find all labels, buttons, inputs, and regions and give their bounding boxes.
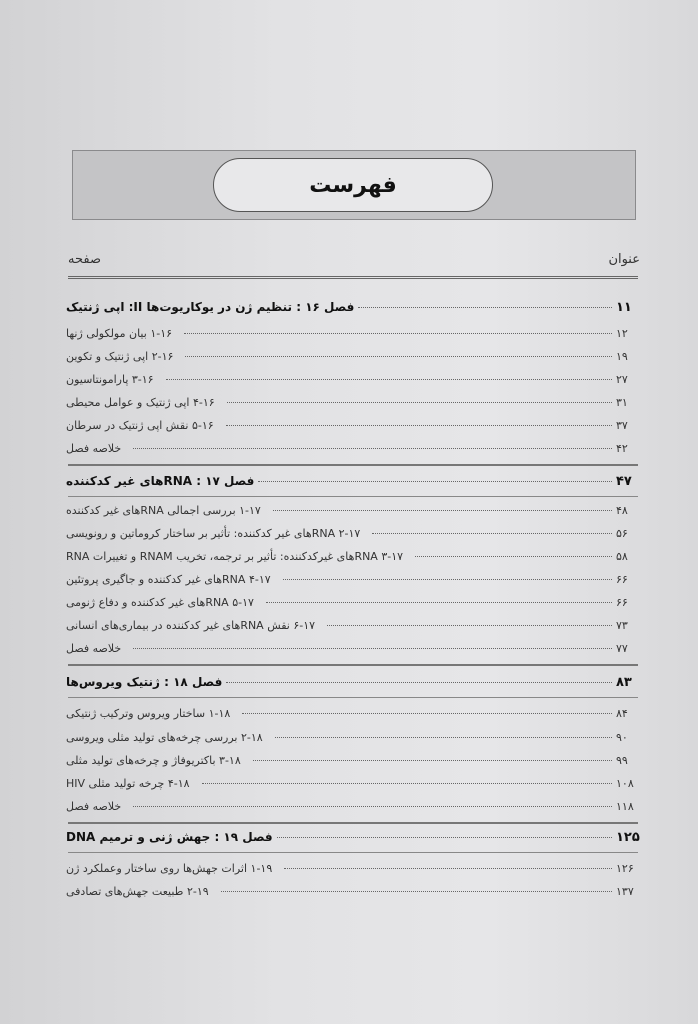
chapter-divider [68,822,638,824]
chapter-divider [68,496,638,497]
dot-leader [415,556,612,557]
dot-leader [226,682,612,683]
item-title: ۲-۱۹ طبیعت جهش‌های تصادفی [66,885,209,898]
toc-chapter-18[interactable] [66,675,640,693]
toc-chapter-16[interactable] [66,300,640,318]
page-number: ۹۰ [616,731,628,744]
item-title: ۲-۱۷ RNAهای غیر کدکننده: تأثیر بر ساختار کروماتین و رونویسی [66,527,361,540]
chapter-divider [68,697,638,698]
dot-leader [185,356,612,357]
item-title: ۱-۱۸ ساختار ویروس وترکیب ژنتیکی [66,707,231,720]
item-title: خلاصه فصل [66,642,122,655]
page-number: ۱۱ [616,300,632,315]
dot-leader [133,448,612,449]
page-number: ۸۴ [616,707,628,720]
dot-leader [253,760,612,761]
dot-leader [221,891,612,892]
page-number: ۴۲ [616,442,628,455]
page-number: ۸۳ [616,675,632,690]
page-number: ۱۳۷ [616,885,634,898]
toc-item[interactable] [66,396,640,414]
toc-item[interactable] [66,862,640,880]
page-number: ۱۰۸ [616,777,634,790]
toc-item[interactable] [66,373,640,391]
page-number: ۶۶ [616,596,628,609]
page-number: ۴۸ [616,504,628,517]
page-title: فهرست [309,172,397,198]
page-number: ۱۹ [616,350,628,363]
dot-leader [258,481,612,482]
item-title: ۳-۱۶ پارامونتاسیون [66,373,154,386]
page-number: ۱۱۸ [616,800,634,813]
dot-leader [266,602,612,603]
item-title: ۵-۱۷ RNAهای غیر کدکننده و دفاع ژنومی [66,596,254,609]
dot-leader [133,806,612,807]
toc-item[interactable] [66,731,640,749]
toc-item[interactable] [66,442,640,460]
toc-item[interactable] [66,642,640,660]
header-divider [68,276,638,279]
dot-leader [202,783,612,784]
item-title: ۴-۱۷ RNAهای غیر کدکننده و جاگیری پروتئین [66,573,271,586]
item-title: خلاصه فصل [66,442,122,455]
chapter-title: فصل ۱۷ : RNAهای غیر کدکننده [66,474,255,488]
toc-item[interactable] [66,800,640,818]
toc-item[interactable] [66,504,640,522]
toc-item[interactable] [66,419,640,437]
page-number: ۱۲ [616,327,628,340]
toc-item[interactable] [66,350,640,368]
item-title: ۴-۱۸ چرخه تولید مثلی HIV [66,777,190,790]
page-number: ۵۶ [616,527,628,540]
page-number: ۶۶ [616,573,628,586]
item-title: ۴-۱۶ اپی ژنتیک و عوامل محیطی [66,396,215,409]
dot-leader [284,868,612,869]
toc-item[interactable] [66,573,640,591]
dot-leader [327,625,612,626]
dot-leader [277,837,612,838]
dot-leader [358,307,612,308]
dot-leader [226,425,612,426]
toc-item[interactable] [66,777,640,795]
dot-leader [283,579,612,580]
toc-chapter-19[interactable] [66,830,640,848]
item-title: ۱-۱۶ بیان مولکولی ژنها [66,327,173,340]
item-title: ۱-۱۹ اثرات جهش‌ها روی ساختار وعملکرد ژن [66,862,273,875]
item-title: ۱-۱۷ بررسی اجمالی RNAهای غیر کدکننده [66,504,261,517]
page-number: ۹۹ [616,754,628,767]
chapter-divider [68,464,638,466]
toc-item[interactable] [66,707,640,725]
page-number: ۷۳ [616,619,628,632]
item-title: خلاصه فصل [66,800,122,813]
dot-leader [166,379,612,380]
page-number: ۵۸ [616,550,628,563]
toc-item[interactable] [66,619,640,637]
dot-leader [133,648,612,649]
page-number: ۷۷ [616,642,628,655]
toc-item[interactable] [66,527,640,545]
page-number: ۳۷ [616,419,628,432]
item-title: ۵-۱۶ نقش اپی ژنتیک در سرطان [66,419,214,432]
chapter-divider [68,852,638,853]
toc-item[interactable] [66,754,640,772]
page-number: ۱۲۶ [616,862,634,875]
toc-chapter-17[interactable] [66,474,640,492]
item-title: ۳-۱۷ RNAهای غیرکدکننده: تأثیر بر ترجمه، تخریب RNAM و تغییرات RNA [66,550,404,563]
toc-item[interactable] [66,885,640,903]
toc-item[interactable] [66,550,640,568]
page-number: ۴۷ [616,474,632,489]
page-number: ۳۱ [616,396,628,409]
chapter-divider [68,664,638,666]
column-header-title: عنوان [608,252,640,267]
item-title: ۶-۱۷ نقش RNAهای غیر کدکننده در بیماری‌های انسانی [66,619,316,632]
item-title: ۲-۱۶ اپی ژنتیک و تکوین [66,350,174,363]
toc-item[interactable] [66,596,640,614]
chapter-title: فصل ۱۸ : ژنتیک ویروس‌ها [66,675,223,689]
title-band [72,150,636,220]
dot-leader [184,333,612,334]
dot-leader [275,737,612,738]
chapter-title: فصل ۱۹ : جهش ژنی و ترمیم DNA [66,830,273,844]
item-title: ۳-۱۸ باکتریوفاژ و چرخه‌های تولید مثلی [66,754,241,767]
dot-leader [273,510,612,511]
page-number: ۲۷ [616,373,628,386]
column-header-page: صفحه [68,252,101,267]
dot-leader [227,402,612,403]
chapter-title: فصل ۱۶ : تنظیم ژن در یوکاریوت‌ها II: اپی ژنتیک [66,300,355,314]
page-number: ۱۲۵ [616,830,640,845]
title-pill [213,158,493,212]
toc-item[interactable] [66,327,640,345]
dot-leader [242,713,612,714]
dot-leader [372,533,612,534]
item-title: ۲-۱۸ بررسی چرخه‌های تولید مثلی ویروسی [66,731,263,744]
